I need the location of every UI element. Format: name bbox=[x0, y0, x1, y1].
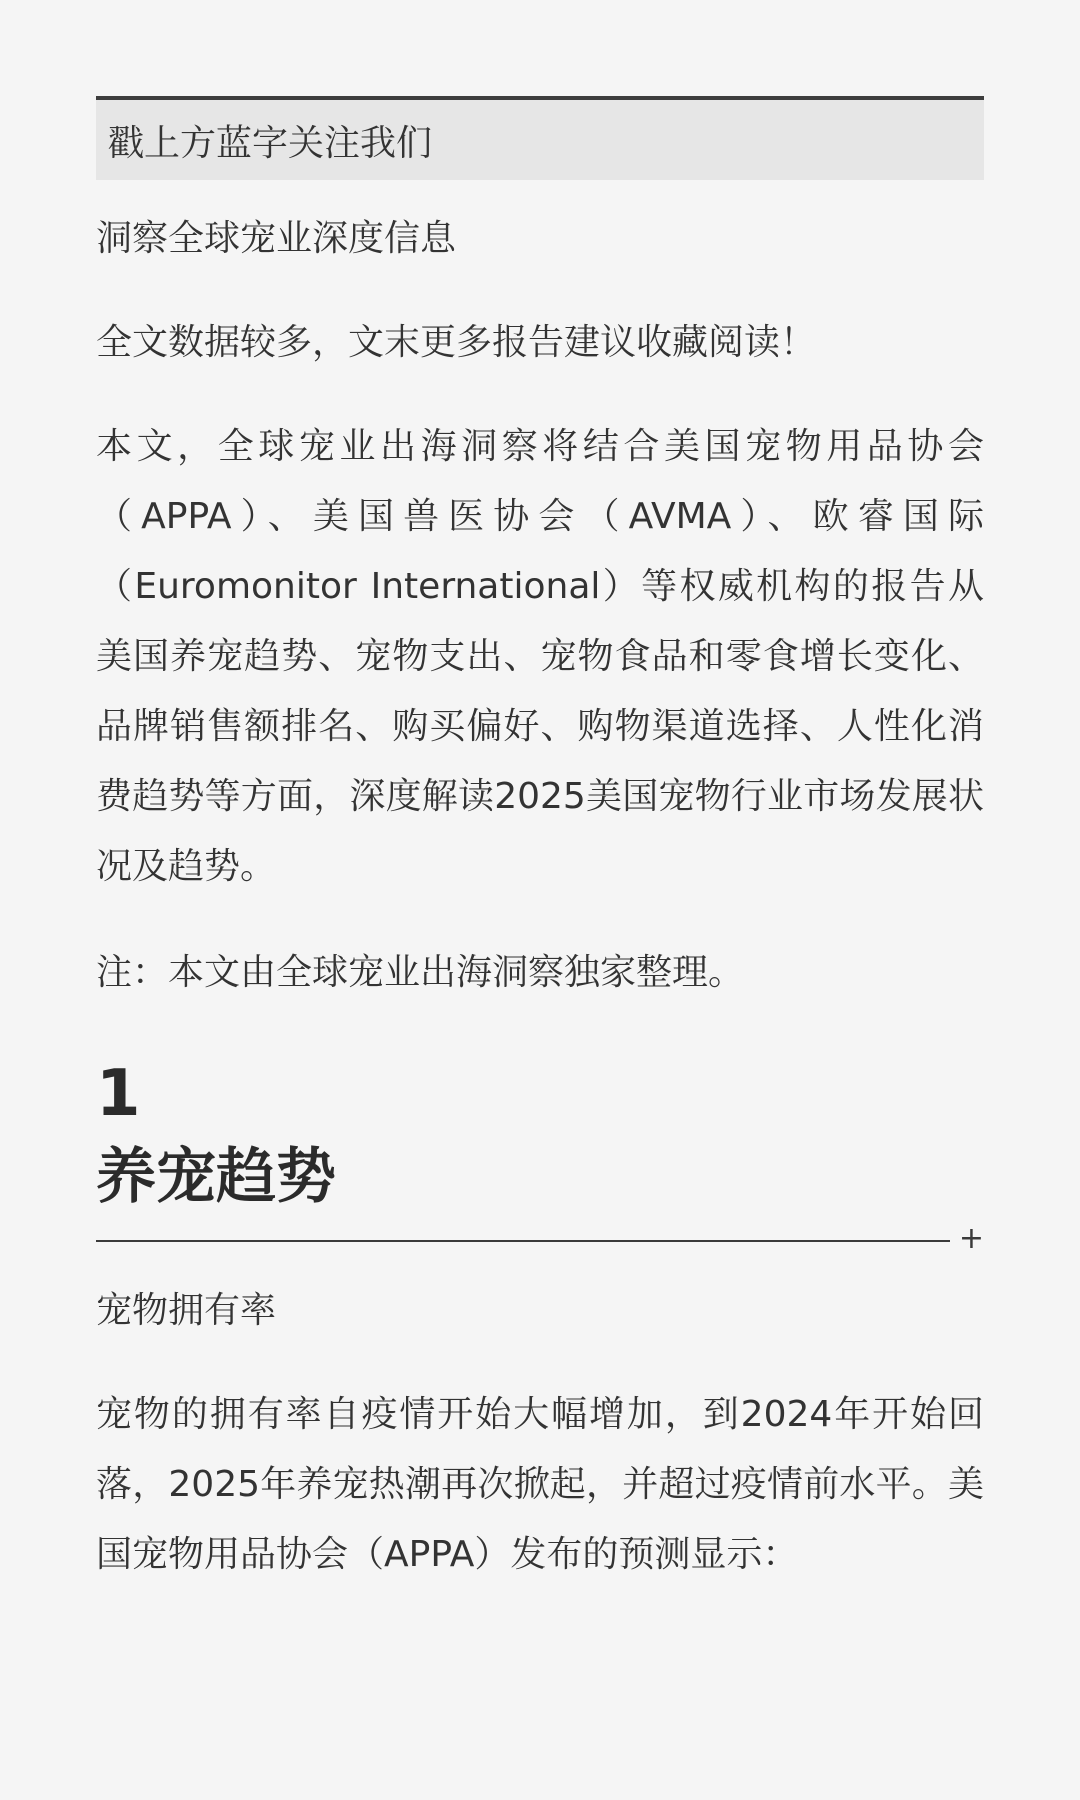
data-note: 全文数据较多，文末更多报告建议收藏阅读！ bbox=[96, 322, 817, 363]
body-paragraph: 宠物的拥有率自疫情开始大幅增加，到2024年开始回落，2025年养宠热潮再次掀起，并超过疫情前水平。美国宠物用品协会（APPA）发布的预测显示： bbox=[96, 1394, 984, 1575]
section-divider bbox=[96, 1221, 984, 1256]
intro-paragraph: 本文，全球宠业出海洞察将结合美国宠物用品协会（APPA）、美国兽医协会（AVMA）、欧睿国际（Euromonitor International）等权威机构的报告从美国养宠趋势、宠物支出、宠物食品和零食增长变化、品牌销售额排名、购买偏好、购物渠道选择、人性化消费趋势等方面，深度解读2025美国宠物行业市场发展状况及趋势。 bbox=[96, 426, 984, 887]
divider-line bbox=[96, 1240, 950, 1242]
section-title: 养宠趋势 bbox=[96, 1142, 336, 1212]
article-content bbox=[96, 96, 984, 1590]
plus-icon: + bbox=[958, 1221, 984, 1256]
follow-banner bbox=[96, 96, 984, 180]
tagline: 洞察全球宠业深度信息 bbox=[96, 218, 457, 259]
subheading: 宠物拥有率 bbox=[96, 1290, 277, 1331]
section-number: 1 bbox=[96, 1057, 141, 1131]
source-note: 注：本文由全球宠业出海洞察独家整理。 bbox=[96, 952, 745, 993]
follow-banner-text: 戳上方蓝字关注我们 bbox=[108, 122, 433, 164]
